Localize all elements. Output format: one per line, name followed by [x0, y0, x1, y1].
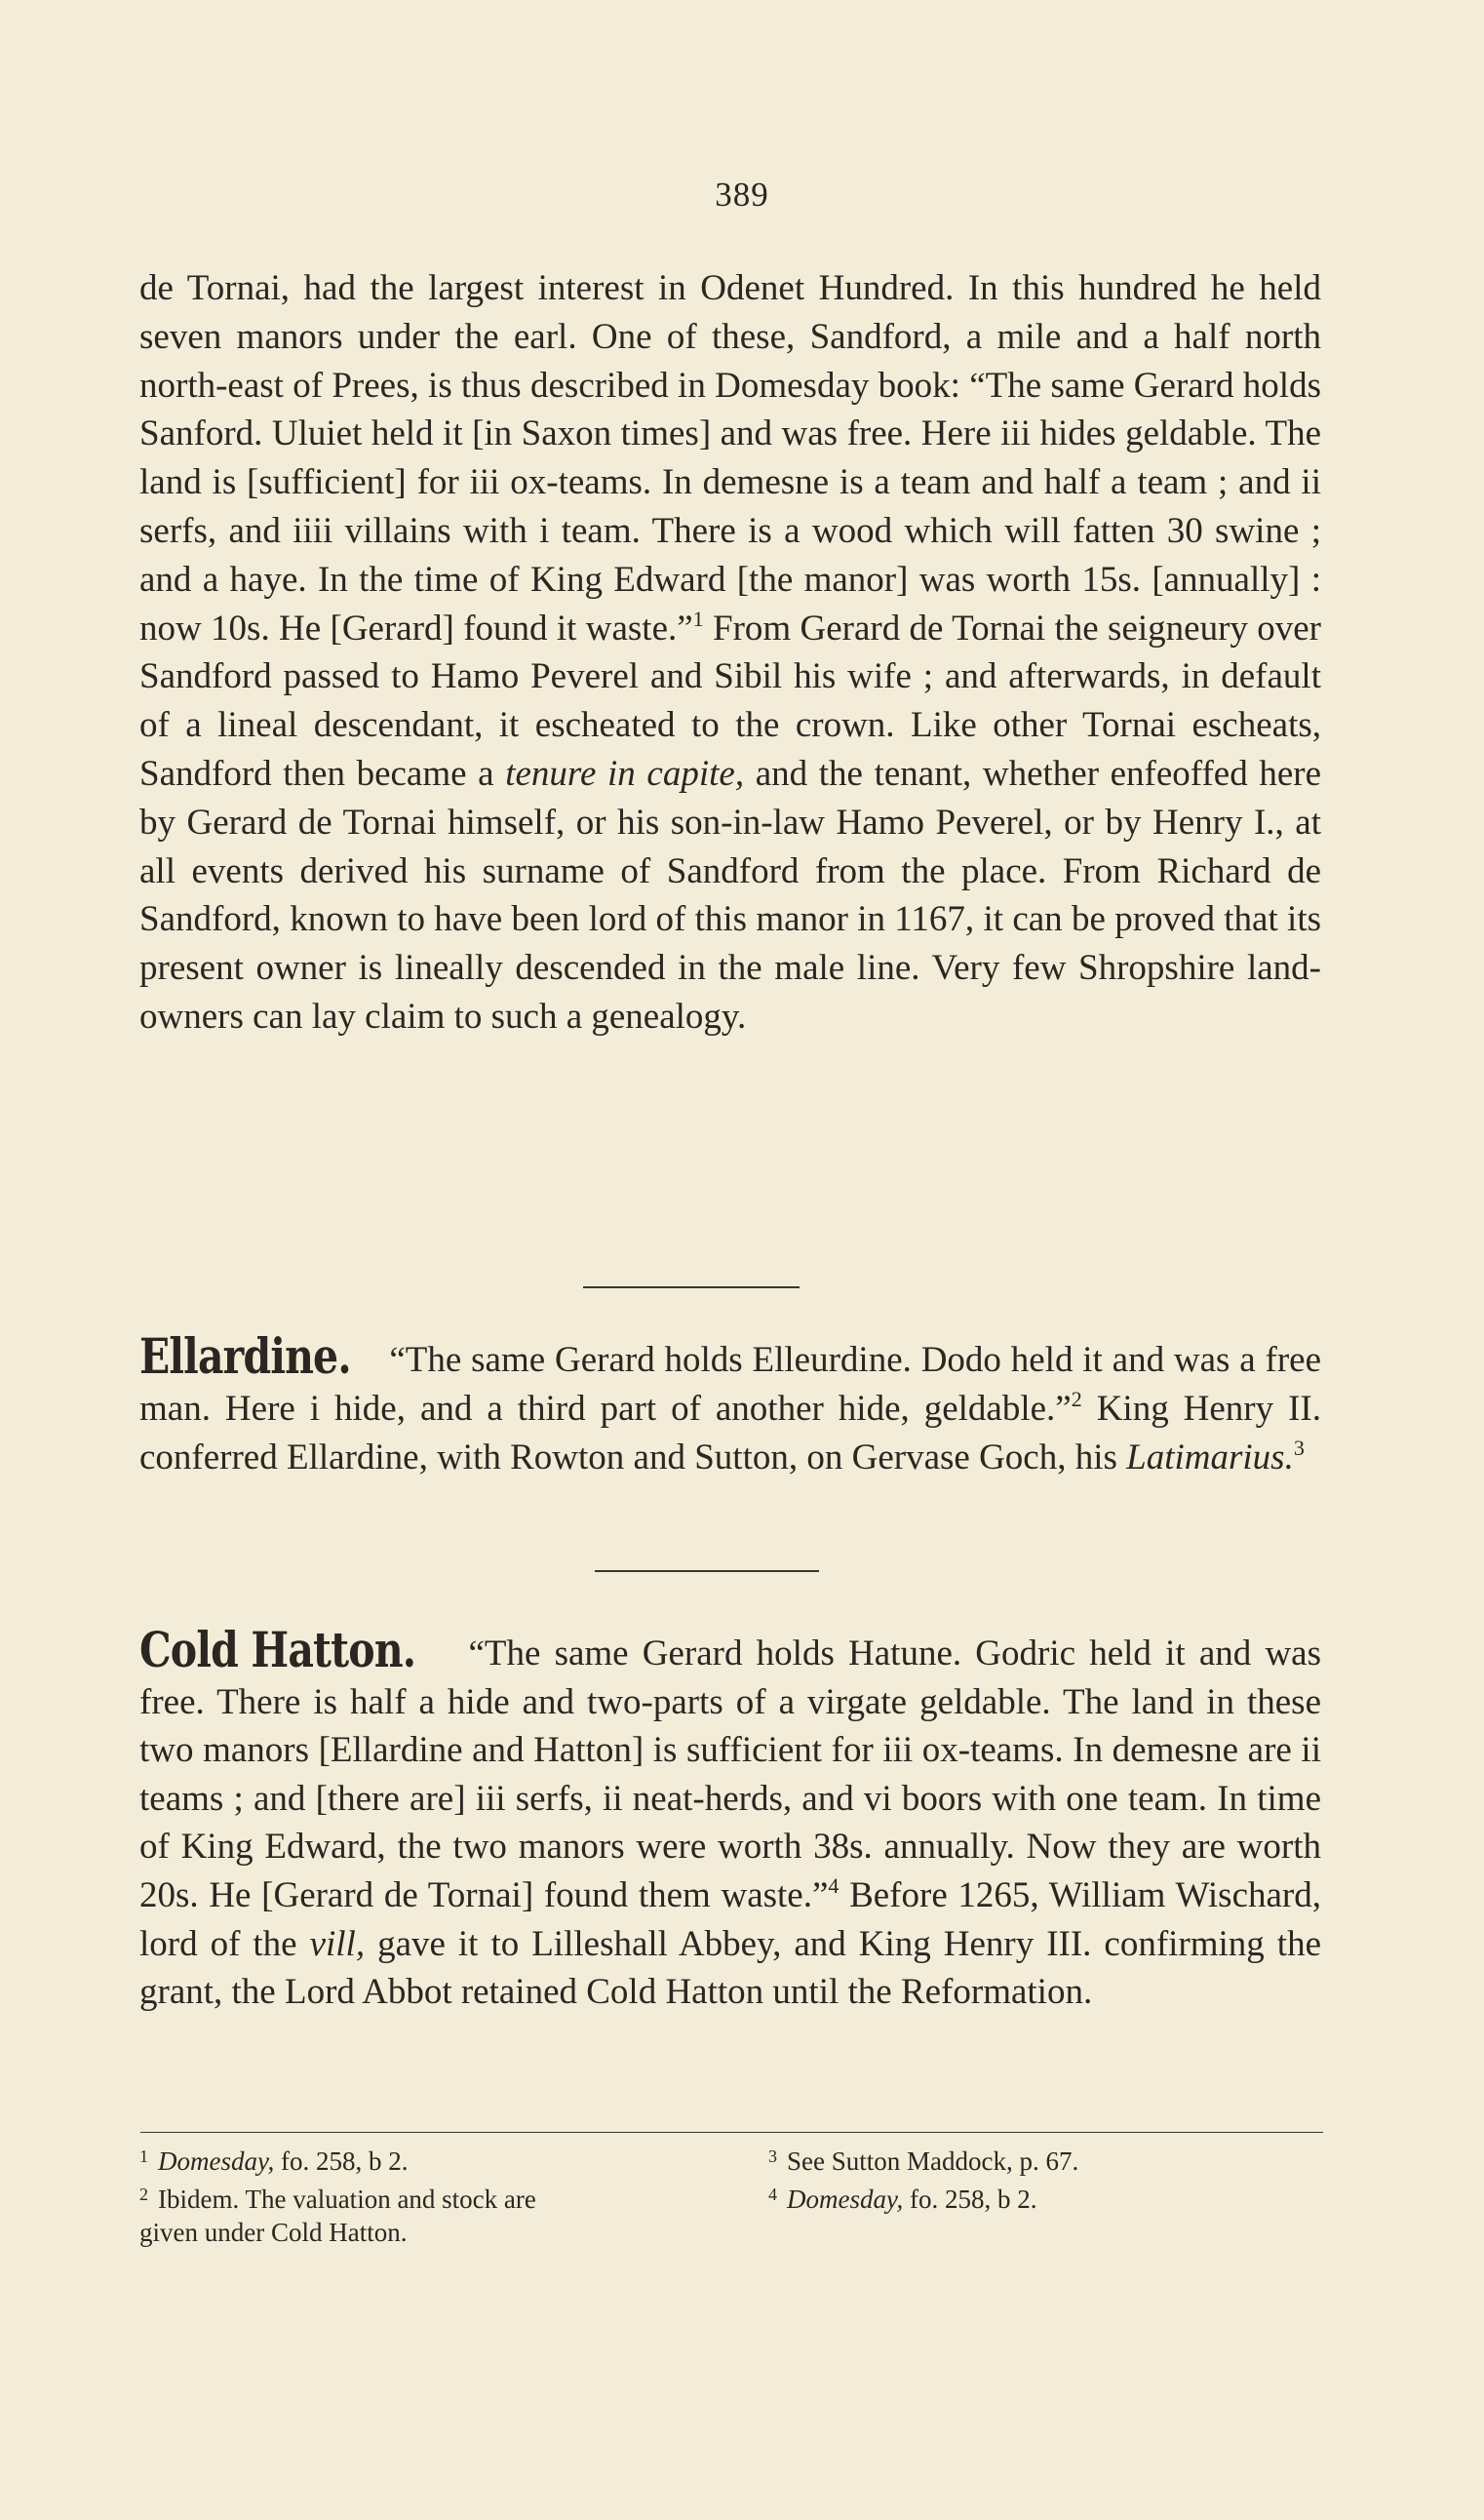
footnotes-right-column	[768, 2140, 1324, 2216]
ellardine-section	[139, 1327, 1321, 1481]
hatton-text-3: gave it to Lilleshall Abbey, and King Henry III. confirming the grant, the Lord Abbot retained Cold Hatton until the Reformation.	[139, 1923, 1321, 2013]
footnote-2-continued: given under Cold Hatton.	[139, 2218, 408, 2247]
footnote-italic: Domesday,	[158, 2146, 275, 2176]
cold-hatton-heading: Cold Hatton.	[139, 1621, 416, 1678]
ellardine-text-2: King Henry II. conferred Ellardine, with Rowton and Sutton, on Gervase Goch, his	[139, 1388, 1321, 1477]
hatton-text-2: Before 1265, William Wischard, lord of the	[139, 1874, 1321, 1964]
footnote-2	[139, 2178, 744, 2216]
footnote-text: fo. 258, b 2.	[274, 2146, 409, 2176]
footnote-ref-1[interactable]: 1	[692, 606, 704, 631]
section-divider	[595, 1570, 819, 1572]
hatton-text-1: “The same Gerard holds Hatune. Godric held it and was free. There is half a hide and two-parts of a virgate geldable. The land in these two manors [Ellardine and Hatton] is sufficient for iii ox-teams. In demesne are ii teams ; and [there are] iii serfs, ii neat-herds, and vi boors with one team. In time of King Edward, the two manors were worth 38s. annually. Now they are worth 20s. He [Gerard de Tornai] found them waste.”	[139, 1634, 1321, 1915]
section-divider	[583, 1286, 800, 1288]
ellardine-text-1: “The same Gerard holds Elleurdine. Dodo held it and was a free man. Here i hide, and a third part of another hide, geldable.”	[139, 1340, 1321, 1429]
intro-paragraph	[139, 264, 1321, 1042]
cold-hatton-section	[139, 1621, 1321, 2017]
footnote-text: See Sutton Maddock, p. 67.	[787, 2146, 1079, 2176]
footnote-ref-2[interactable]: 2	[1071, 1386, 1082, 1411]
intro-italic-term: tenure in capite,	[505, 753, 745, 794]
footnote-3	[768, 2140, 1324, 2178]
intro-text-1: de Tornai, had the largest interest in Odenet Hundred. In this hundred he held seven manors under the earl. One of these, Sandford, a mile and a half north north-east of Prees, is thus described in Domesday book: “The same Gerard holds Sanford. Uluiet held it [in Saxon times] and was free. Here iii hides geldable. The land is [sufficient] for iii ox-teams. In demesne is a team and half a team ; and ii serfs, and iiii villains with i team. There is a wood which will fatten 30 swine ; and a haye. In the time of King Edward [the manor] was worth 15s. [annually] : now 10s. He [Gerard] found it waste.”	[139, 268, 1321, 649]
hatton-italic-term: vill,	[309, 1923, 366, 1964]
intro-text-3: and the tenant, whether enfeoffed here by Gerard de Tornai himself, or his son-in-law Hamo Peverel, or by Henry I., at all events derived his surname of Sandford from the place. From Richard de Sandford, known to have been lord of this manor in 1167, it can be proved that its present owner is lineally descended in the male line. Very few Shropshire land-owners can lay claim to such a genealogy.	[139, 753, 1321, 1037]
footnote-mark: 3	[768, 2146, 777, 2166]
footnote-mark: 2	[139, 2185, 148, 2204]
ellardine-heading: Ellardine.	[139, 1327, 351, 1385]
footnote-ref-4[interactable]: 4	[828, 1872, 840, 1898]
footnote-mark: 1	[139, 2146, 148, 2166]
intro-text-2: From Gerard de Tornai the seigneury over Sandford passed to Hamo Peverel and Sibil his wife ; and afterwards, in default of a lineal descendant, it escheated to the crown. Like other Tornai escheats, Sandford then became a	[139, 608, 1321, 794]
footnote-ref-3[interactable]: 3	[1293, 1435, 1305, 1460]
footnotes-left-column	[139, 2140, 744, 2249]
footnote-1	[139, 2140, 744, 2178]
footnote-italic: Domesday,	[787, 2185, 904, 2214]
page-number: 389	[715, 176, 769, 214]
footnote-divider	[140, 2132, 1323, 2133]
footnote-mark: 4	[768, 2185, 777, 2204]
footnote-text: Ibidem. The valuation and stock are	[158, 2185, 536, 2214]
footnote-4	[768, 2178, 1324, 2216]
ellardine-italic-term: Latimarius.	[1126, 1437, 1294, 1477]
footnote-text: fo. 258, b 2.	[903, 2185, 1037, 2214]
